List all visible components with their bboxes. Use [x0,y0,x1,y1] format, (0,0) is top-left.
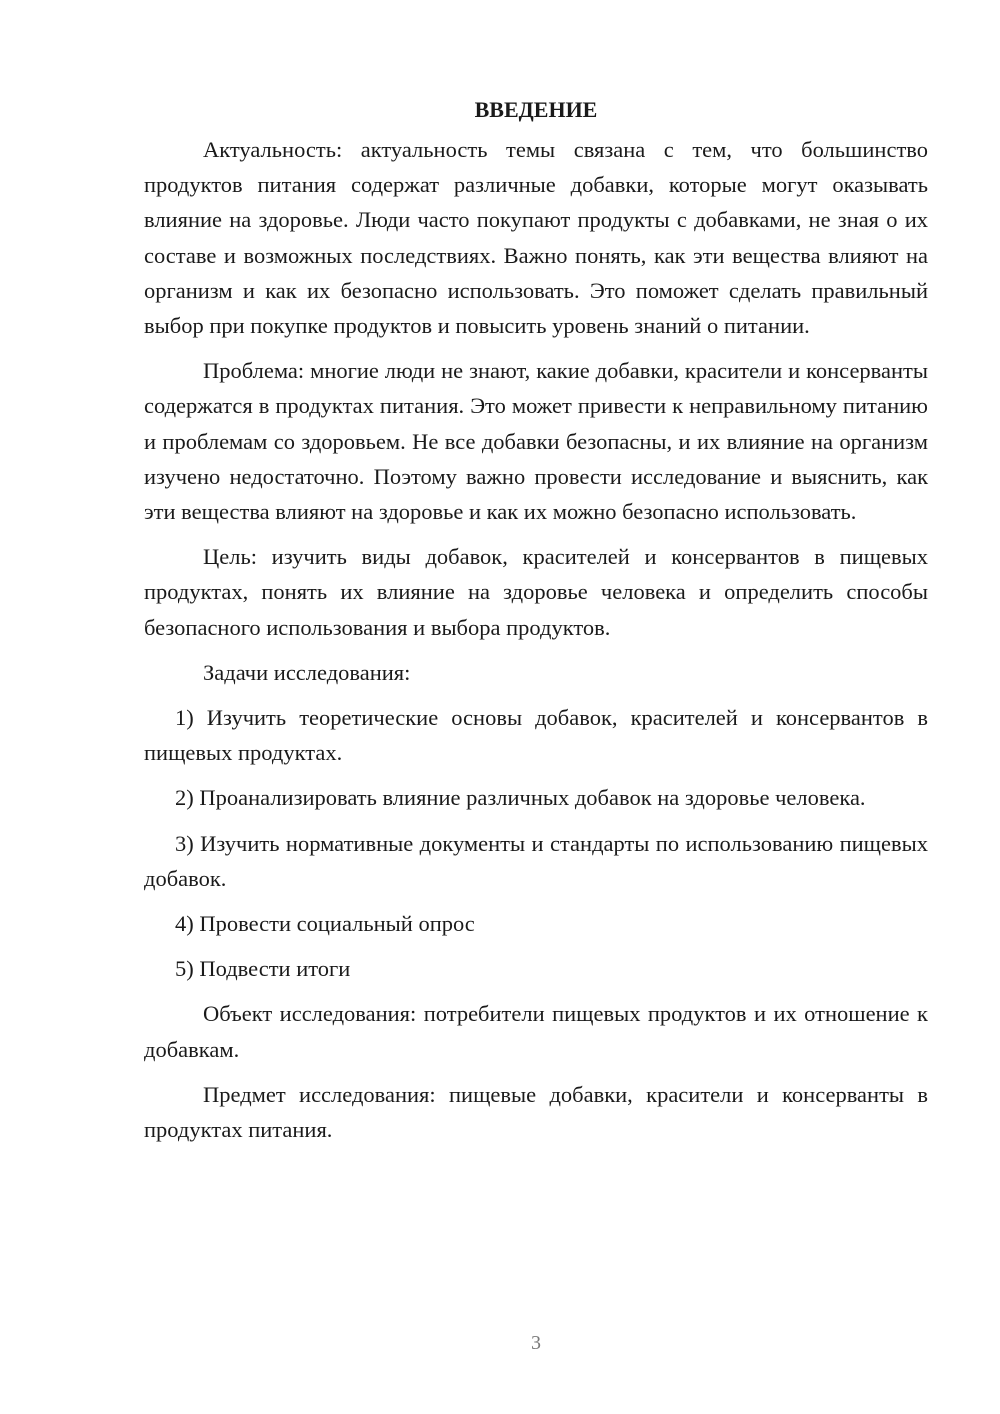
object-paragraph: Объект исследования: потребители пищевых продуктов и их отношение к добавкам. [144,1001,928,1062]
task-item-3: 3) Изучить нормативные документы и стандарты по использованию пищевых добавок. [144,830,928,891]
task-item-1: 1) Изучить теоретические основы добавок, красителей и консервантов в пищевых продуктах. [144,705,928,766]
task-item-5: 5) Подвести итоги [175,956,351,982]
tasks-heading: Задачи исследования: [203,659,411,685]
task-item-4: 4) Провести социальный опрос [175,911,475,937]
relevance-paragraph: Актуальность: актуальность темы связана с тем, что большинство продуктов питания содержат различные добавки, которые могут оказывать влияние на здоровье. Люди часто покупают продукты с добавками, не зная о их составе и возможных последствиях. Важно понять, как эти вещества влияют на организм и как их безопасно использовать. Это поможет сделать правильный выбор при покупке продуктов и повысить уровень знаний о питании. [144,137,928,339]
document-page [144,92,928,1157]
section-title: ВВЕДЕНИЕ [474,97,598,122]
subject-paragraph: Предмет исследования: пищевые добавки, красители и консерванты в продуктах питания. [144,1081,928,1143]
goal-paragraph: Цель: изучить виды добавок, красителей и консервантов в пищевых продуктах, понять их влияние на здоровье человека и определить способы безопасного использования и выбора продуктов. [144,544,928,640]
problem-paragraph: Проблема: многие люди не знают, какие добавки, красители и консерванты содержатся в продуктах питания. Это может привести к неправильному питанию и проблемам со здоровьем. Не все добавки безопасны, и их влияние на организм изучено недостаточно. Поэтому важно провести исследование и выяснить, как эти вещества влияют на здоровье и как их можно безопасно использовать. [144,358,928,525]
task-item-2: 2) Проанализировать влияние различных добавок на здоровье человека. [175,785,866,811]
page-number: 3 [531,1332,541,1354]
